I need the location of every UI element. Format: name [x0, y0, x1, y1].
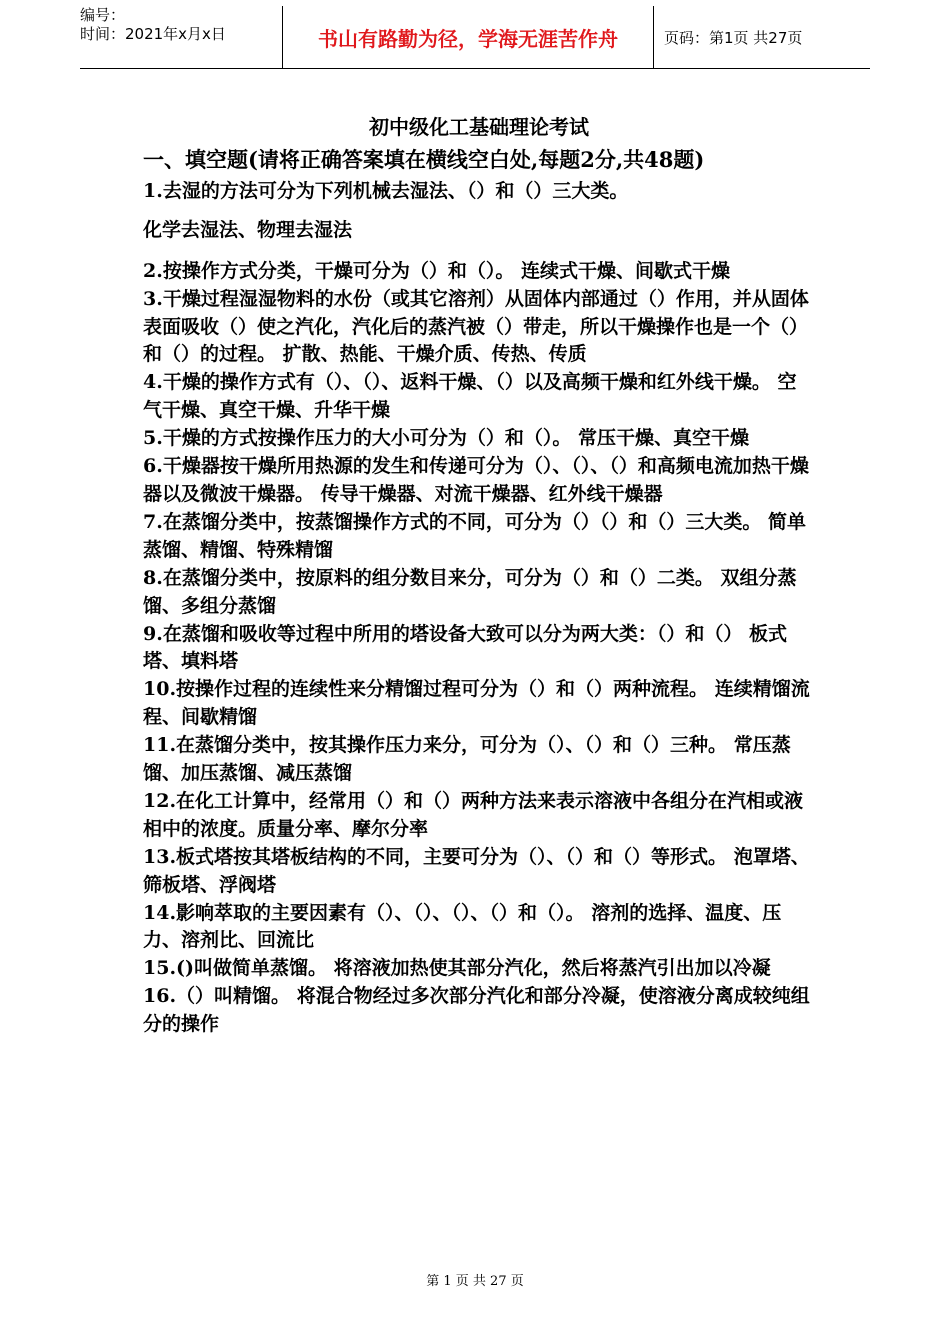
- answer-text: 泡罩塔、筛板塔、浮阀塔: [143, 845, 810, 896]
- question-item: [143, 788, 815, 844]
- answer-text: 化学去湿法、物理去湿法: [143, 218, 353, 241]
- question-text: 6.干燥器按干燥所用热源的发生和传递可分为（）、（）、（）和高频电流加热干燥器以及微波干燥器。: [143, 455, 809, 505]
- question-item: [143, 983, 815, 1039]
- question-item: [143, 286, 815, 370]
- question-item: [143, 258, 815, 286]
- question-item: [143, 425, 815, 453]
- question-item: [143, 453, 815, 509]
- header-page-info: 页码：第1页 共27页: [664, 28, 803, 47]
- question-text: 15.()叫做简单蒸馏。: [143, 957, 328, 980]
- question-text: 5.干燥的方式按操作压力的大小可分为（）和（）。: [143, 427, 572, 450]
- question-item: [143, 369, 815, 425]
- question-item: [143, 900, 815, 956]
- answer-text: 将混合物经过多次部分汽化和部分冷凝，使溶液分离成较纯组分的操作: [143, 985, 810, 1036]
- answer-text: 质量分率、摩尔分率: [257, 817, 429, 840]
- question-text: 7.在蒸馏分类中，按蒸馏操作方式的不同，可分为（）（）和（）三大类。: [143, 510, 762, 533]
- question-item: [143, 565, 815, 621]
- question-text: 11.在蒸馏分类中，按其操作压力来分，可分为（）、（）和（）三种。: [143, 734, 728, 757]
- answer-text: 常压蒸馏、加压蒸馏、减压蒸馏: [143, 734, 791, 785]
- question-text: 9.在蒸馏和吸收等过程中所用的塔设备大致可以分为两大类：（）和（）: [143, 622, 743, 645]
- question-text: 14.影响萃取的主要因素有（）、（）、（）、（）和（）。: [143, 901, 585, 924]
- header-meta: [80, 6, 282, 68]
- question-item: [143, 676, 815, 732]
- document-number-label: 编号：: [80, 6, 126, 24]
- answer-text: 简单蒸馏、精馏、特殊精馏: [143, 510, 806, 561]
- question-item: [143, 844, 815, 900]
- question-text: 2.按操作方式分类，干燥可分为（）和（）。: [143, 259, 515, 282]
- question-text: 3.干燥过程湿湿物料的水份（或其它溶剂）从固体内部通过（）作用，并从固体表面吸收（）使之汽化，汽化后的蒸汽被（）带走，所以干燥操作也是一个（）和（）的过程。: [143, 287, 809, 366]
- question-text: 13.板式塔按其塔板结构的不同，主要可分为（）、（）和（）等形式。: [143, 845, 728, 868]
- header-motto: 书山有路勤为径，学海无涯苦作舟: [318, 26, 618, 51]
- page-header: [80, 6, 870, 69]
- answer-text: 扩散、热能、干燥介质、传热、传质: [282, 343, 587, 366]
- exam-content: [143, 114, 815, 1039]
- question-item: [143, 509, 815, 565]
- question-text: 12.在化工计算中，经常用（）和（）两种方法来表示溶液中各组分在汽相或液相中的浓度。: [143, 789, 804, 840]
- document-time-label: 时间：2021年x月x日: [80, 25, 226, 43]
- question-text: 4.干燥的操作方式有（）、（）、返料干燥、（）以及高频干燥和红外线干燥。: [143, 371, 771, 394]
- question-text: 10.按操作过程的连续性来分精馏过程可分为（）和（）两种流程。: [143, 678, 709, 701]
- question-item: [143, 732, 815, 788]
- question-item: [143, 621, 815, 677]
- question-text: 1.去湿的方法可分为下列机械去湿法、（）和（）三大类。: [143, 179, 629, 202]
- answer-text: 传导干燥器、对流干燥器、红外线干燥器: [320, 482, 663, 505]
- answer-text: 常压干燥、真空干燥: [577, 427, 749, 450]
- answer-text: 空气干燥、真空干燥、升华干燥: [143, 371, 797, 422]
- answer-text: 连续式干燥、间歇式干燥: [520, 259, 730, 282]
- page-footer: 第 1 页 共 27 页: [426, 1274, 524, 1289]
- exam-title: 初中级化工基础理论考试: [369, 115, 589, 139]
- header-divider: [653, 6, 654, 68]
- question-text: 16.（）叫精馏。: [143, 985, 291, 1008]
- answer-text: 溶剂的选择、温度、压力、溶剂比、回流比: [143, 901, 782, 952]
- answer-text: 连续精馏流程、间歇精馏: [143, 678, 810, 729]
- answer-text: 双组分蒸馏、多组分蒸馏: [143, 566, 797, 617]
- answer-text: 将溶液加热使其部分汽化，然后将蒸汽引出加以冷凝: [333, 957, 771, 980]
- answer-text: 板式塔、填料塔: [143, 622, 787, 673]
- question-text: 8.在蒸馏分类中，按原料的组分数目来分，可分为（）和（）二类。: [143, 566, 714, 589]
- question-item: [143, 955, 815, 983]
- section-title: 一、填空题(请将正确答案填在横线空白处,每题2分,共48题): [143, 146, 705, 172]
